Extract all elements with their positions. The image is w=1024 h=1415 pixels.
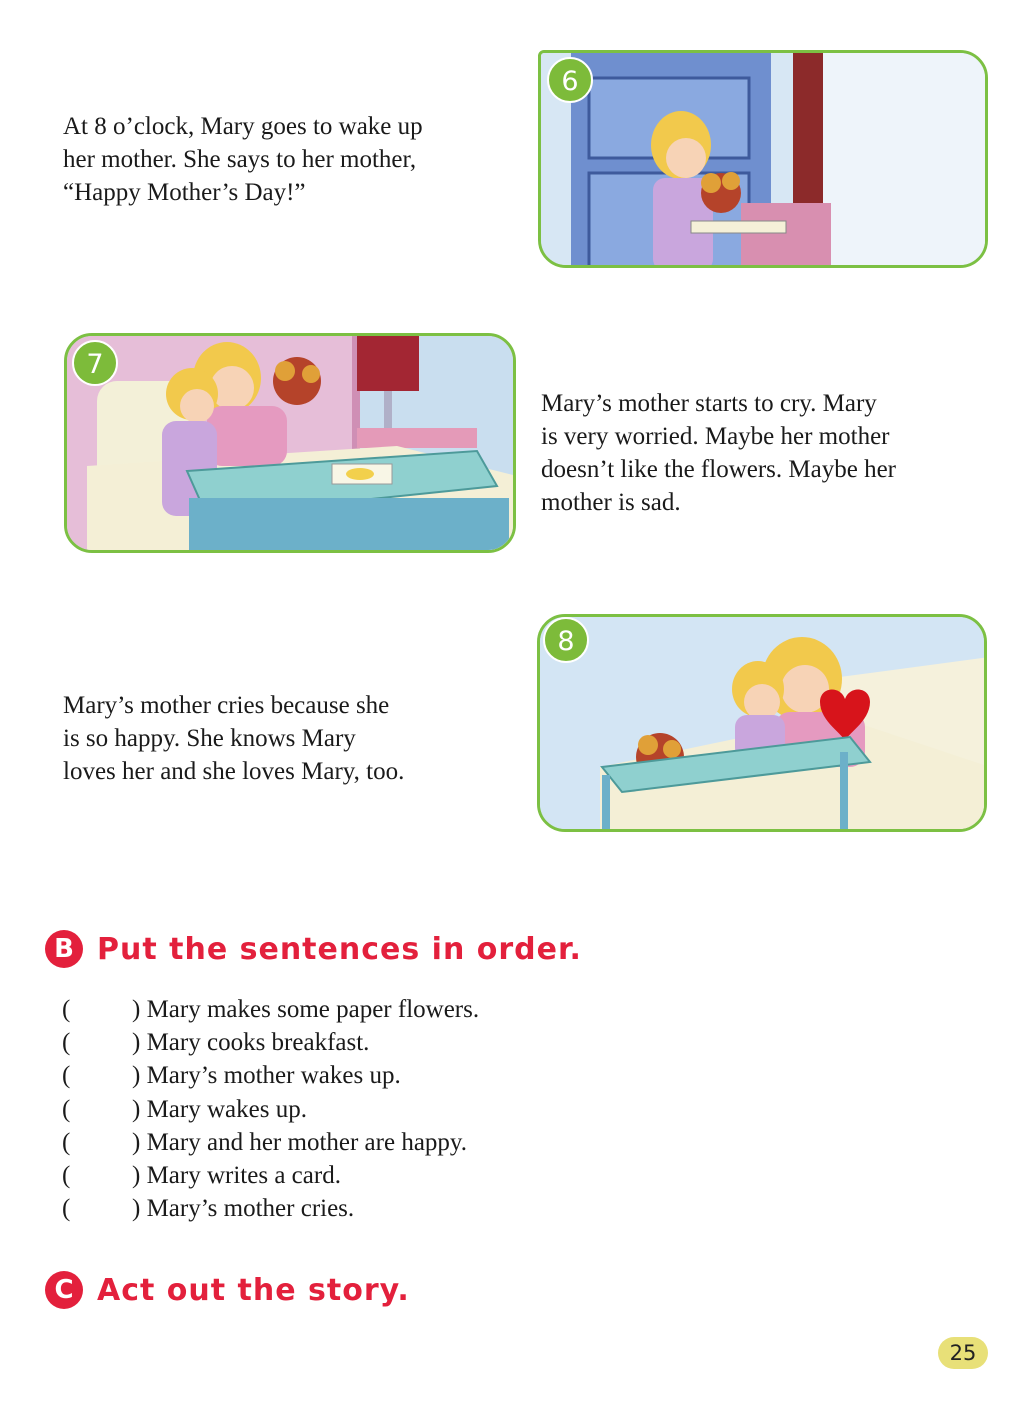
page-number: 25	[938, 1337, 988, 1369]
list-item	[62, 1192, 479, 1225]
sentence-text: Mary’s mother wakes up.	[146, 1062, 401, 1090]
story-line: is so happy. She knows Mary	[63, 725, 356, 752]
answer-blank-close: )	[132, 1062, 141, 1090]
list-item	[62, 993, 479, 1026]
section-b-title: Put the sentences in order.	[97, 931, 582, 967]
list-item	[62, 1126, 479, 1159]
story-line: is very worried. Maybe her mother	[541, 423, 890, 450]
answer-blank-open[interactable]: (	[62, 1161, 71, 1189]
answer-blank-close: )	[132, 1128, 141, 1156]
illustration-panel-7	[64, 333, 516, 553]
wake-mother-illustration	[541, 53, 988, 268]
sentence-text: Mary wakes up.	[146, 1095, 307, 1123]
list-item	[62, 1093, 479, 1126]
illustration-panel-6	[538, 50, 988, 268]
answer-blank-close: )	[132, 1161, 141, 1189]
story-text-6	[63, 110, 423, 209]
answer-blank-close: )	[132, 1195, 141, 1223]
section-b-letter: B	[45, 930, 83, 968]
answer-blank-open[interactable]: (	[62, 1195, 71, 1223]
answer-blank-close: )	[132, 1029, 141, 1057]
story-line: loves her and she loves Mary, too.	[63, 758, 405, 785]
panel-number-badge: 6	[547, 57, 593, 103]
mother-crying-illustration	[67, 336, 516, 553]
answer-blank-close: )	[132, 996, 141, 1023]
section-c-title: Act out the story.	[97, 1272, 410, 1308]
section-b-heading	[45, 930, 582, 968]
illustration-panel-8	[537, 614, 987, 832]
story-line: doesn’t like the flowers. Maybe her	[541, 456, 896, 483]
story-text-7	[541, 387, 896, 519]
panel-number-badge: 7	[72, 340, 118, 386]
answer-blank-open[interactable]: (	[62, 1095, 71, 1123]
story-line: mother is sad.	[541, 489, 681, 516]
section-c-letter: C	[45, 1271, 83, 1309]
story-line: Mary’s mother cries because she	[63, 692, 390, 719]
story-line: At 8 o’clock, Mary goes to wake up	[63, 113, 423, 140]
story-line: Mary’s mother starts to cry. Mary	[541, 390, 877, 417]
list-item	[62, 1159, 479, 1192]
list-item	[62, 1026, 479, 1059]
answer-blank-open[interactable]: (	[62, 1029, 71, 1057]
section-c-heading	[45, 1271, 410, 1309]
sentence-text: Mary writes a card.	[146, 1161, 341, 1189]
sentence-text: Mary and her mother are happy.	[146, 1128, 468, 1156]
answer-blank-open[interactable]: (	[62, 1062, 71, 1090]
sentence-text: Mary makes some paper flowers.	[146, 996, 480, 1023]
answer-blank-close: )	[132, 1095, 141, 1123]
panel-number-badge: 8	[543, 617, 589, 663]
sentence-text: Mary’s mother cries.	[146, 1195, 355, 1223]
answer-blank-open[interactable]: (	[62, 996, 71, 1023]
story-line: her mother. She says to her mother,	[63, 146, 417, 173]
order-sentences-list	[62, 993, 479, 1225]
story-text-8	[63, 689, 404, 788]
happy-hug-illustration	[540, 617, 987, 832]
sentence-text: Mary cooks breakfast.	[146, 1029, 370, 1057]
list-item	[62, 1059, 479, 1092]
story-line: “Happy Mother’s Day!”	[63, 179, 306, 206]
answer-blank-open[interactable]: (	[62, 1128, 71, 1156]
